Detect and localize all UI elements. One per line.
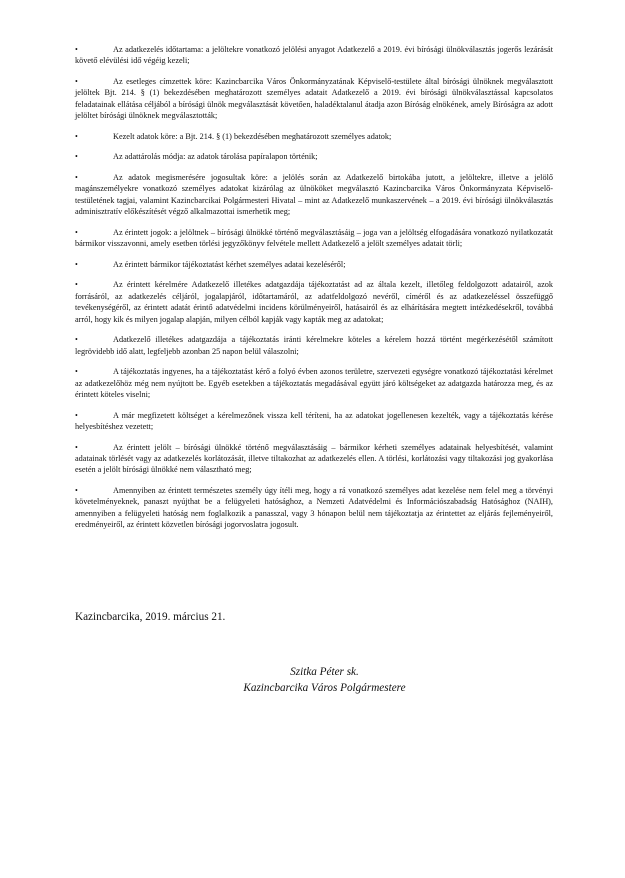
list-item (75, 151, 553, 162)
list-item (75, 485, 553, 531)
bullet-icon: • (75, 367, 78, 377)
list-item (75, 172, 553, 218)
list-item (75, 442, 553, 476)
list-item-text: A már megfizetett költséget a kérelmezőnek vissza kell téríteni, ha az adatokat jogellenesen kezelték, vagy a tájékoztatás kérése helyesbítéshez vezetett; (75, 410, 553, 432)
signature-title: Kazincbarcika Város Polgármestere (243, 682, 406, 694)
list-item-text: Adatkezelő illetékes adatgazdája a tájékoztatás iránti kérelmekre köteles a kérelem hozzá történt megérkezésétől számított legrövidebb idő alatt, legfeljebb azonban 25 napon belül válaszolni; (75, 335, 553, 356)
bullet-icon: • (75, 280, 78, 290)
bullet-icon: • (75, 131, 78, 141)
list-item (75, 259, 553, 270)
date-line: Kazincbarcika, 2019. március 21. (75, 611, 226, 623)
bullet-icon: • (75, 152, 78, 162)
list-item-text: Amennyiben az érintett természetes személy úgy ítéli meg, hogy a rá vonatkozó személyes adat kezelése nem felel meg a törvényi követelményeknek, panaszt nyújthat be a felügyeleti hatósághoz, a Nemzeti Adatvédelmi és Információszabadság Hatósághoz (NAIH), amennyiben a felügyeleti hatóság nem foglalkozik a panasszal, vagy 3 hónapon belül nem tájékoztatja az érintettet az eljárás fejleményeiről, eredményeiről, az érintett közvetlen bírósági jogorvoslatra jogosult. (75, 486, 553, 530)
list-item (75, 131, 553, 142)
list-item (75, 279, 553, 325)
bullet-list (75, 44, 553, 540)
list-item-text: Az adatok megismerésére jogosultak köre: a jelölés során az Adatkezelő birtokába jutott, a jelöltekre, illetve a jelölő magánszemélyekre vonatkozó személyes adatokat kizárólag az ülnököket megválasztó Kazincbarcika Város Önkormányzata Képviselő-testületének tagjai, valamint Kazincbarcikai Polgármesteri Hivatal – mint az Adatkezelő munkaszervének – a 2019. évi bírósági ülnökválasztás adminisztratív előkészítését végző alkalmazottai ismerhetik meg; (75, 173, 553, 217)
list-item-text: Az érintett kérelmére Adatkezelő illetékes adatgazdája tájékoztatást ad az általa kezelt, illetőleg feldolgozott adatairól, azok forrásáról, az adatkezelés céljáról, jogalapjáról, időtartamáról, az adatfeldolgozó nevéről, címéről és az adatkezeléssel összefüggő tevékenységéről, az érintett adatát érintő adatvédelmi incidens körülményeiről, hatásairól és az elhárítására megtett intézkedésekről, továbbá arról, hogy kik és milyen jogalap alapján, milyen célból kapják vagy kapták meg az adatokat; (75, 280, 553, 324)
list-item-text: Kezelt adatok köre: a Bjt. 214. § (1) bekezdésében meghatározott személyes adatok; (113, 131, 392, 141)
bullet-icon: • (75, 173, 78, 182)
signature-name: Szitka Péter sk. (290, 666, 359, 678)
list-item (75, 334, 553, 357)
list-item (75, 76, 553, 122)
bullet-icon: • (75, 227, 78, 237)
bullet-icon: • (75, 45, 78, 54)
bullet-icon: • (75, 486, 78, 496)
list-item (75, 227, 553, 250)
bullet-icon: • (75, 442, 78, 452)
list-item (75, 366, 553, 400)
bullet-icon: • (75, 410, 78, 420)
bullet-icon: • (75, 335, 78, 345)
list-item (75, 44, 553, 67)
bullet-icon: • (75, 259, 78, 269)
bullet-icon: • (75, 77, 78, 86)
list-item-text: Az érintett bármikor tájékoztatást kérhet személyes adatai kezeléséről; (113, 259, 346, 269)
list-item-text: Az adattárolás módja: az adatok tárolása papíralapon történik; (113, 152, 318, 162)
list-item-text: A tájékoztatás ingyenes, ha a tájékoztatást kérő a folyó évben azonos területre, szervezeti egységre vonatkozó tájékoztatási kérelmet az adatkezelőhöz még nem nyújtott be. Egyéb esetekben a tájékoztatás megadásával együtt járó költségeket az adatgazda határozza meg, és az érintett köteles viselni; (75, 367, 553, 400)
list-item-text: Az érintett jelölt – bírósági ülnökké történő megválasztásáig – bármikor kérheti személyes adatainak helyesbítését, valamint adatainak törlését vagy az adatkezelés korlátozását, illetve tiltakozhat az adatkezelés ellen. A törlési, korlátozási vagy tiltakozási jog gyakorlása esetén a jelölt bírósági ülnökké nem választható meg; (75, 442, 553, 475)
list-item (75, 410, 553, 433)
list-item-text: Az adatkezelés időtartama: a jelöltekre vonatkozó jelölési anyagot Adatkezelő a 2019. évi bírósági ülnökválasztás jogerős lezárását követő elévülési idő végéig kezeli; (75, 45, 553, 66)
list-item-text: Az érintett jogok: a jelöltnek – bírósági ülnökké történő megválasztásáig – joga van a jelöltség elfogadására vonatkozó nyilatkozatát bármikor visszavonni, amely esetben törlési jegyzőkönyv felvétele mellett Adatkezelő a jelölt személyes adatait törli; (75, 227, 553, 249)
list-item-text: Az esetleges címzettek köre: Kazincbarcika Város Önkormányzatának Képviselő-testülete által bírósági ülnöknek megválasztott jelöltek Bjt. 214. § (1) bekezdésében meghatározott személyes adatait Adatkezelő a 2019. évi bírósági ülnökválasztással kapcsolatos feladatainak ellátása céljából a bírósági ülnök megválasztását követően, haladéktalanul átadja azon Bíróság elnökének, amely Bíróságra az adott jelöltet bírósági ülnöknek megválasztották; (75, 77, 553, 121)
